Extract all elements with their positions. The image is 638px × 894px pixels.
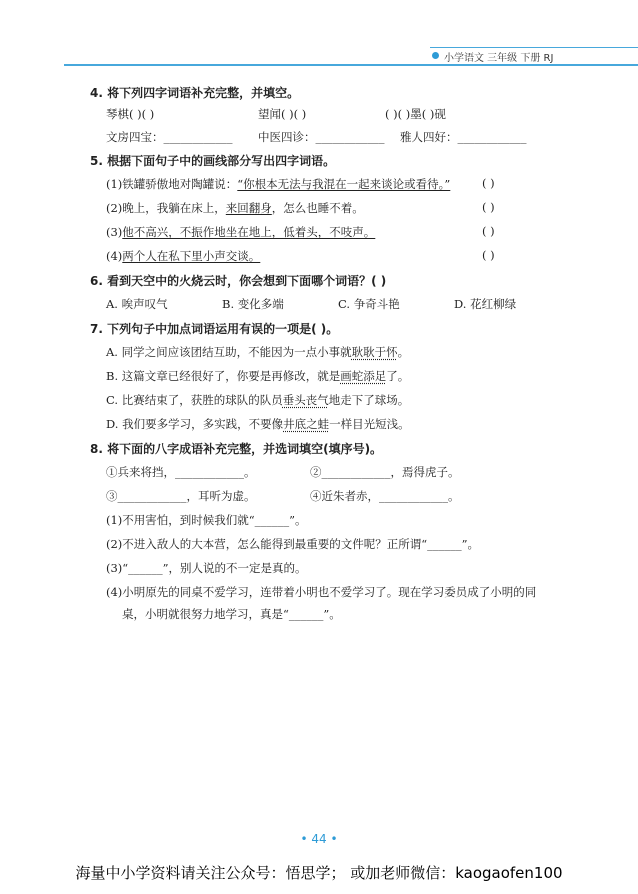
- header-text: 小学语文 三年级 下册 RJ: [444, 53, 554, 64]
- q8-item: 桌，小明就很努力地学习，真是“______”。: [122, 607, 341, 621]
- q8-item: (4)小明原先的同桌不爱学习，连带着小明也不爱学习了。现在学习委员成了小明的同: [106, 585, 537, 599]
- answer-bracket: ( ): [482, 176, 495, 190]
- item-text: D. 我们要多学习，多实践，不要像: [106, 417, 284, 431]
- q4-fill: 雅人四好：____________: [400, 130, 527, 144]
- q7-title: 7. 下列句子中加点词语运用有误的一项是( )。: [90, 322, 339, 336]
- q7-option: [106, 392, 409, 408]
- answer-bracket: ( ): [482, 248, 495, 262]
- q4-blank: 望闻( )( ): [258, 107, 307, 121]
- footer-note: 海量中小学资料请关注公众号：悟思学； 或加老师微信：kaogaofen100: [75, 864, 563, 882]
- item-text: (3): [106, 225, 123, 239]
- q6-option: B. 变化多端: [222, 297, 284, 311]
- q7-option: [106, 344, 409, 360]
- q8-idiom: ①兵来将挡，____________。: [106, 465, 256, 479]
- item-text: (4): [106, 249, 123, 263]
- underlined-text: “你根本无法与我混在一起来谈论或看待。”: [237, 177, 451, 191]
- dotted-word: 耿耿于怀: [351, 345, 398, 359]
- item-text: C. 比赛结束了，获胜的球队的队员: [106, 393, 283, 407]
- underlined-text: 来回翻身: [225, 201, 272, 215]
- page-header: [430, 48, 638, 64]
- q8-item: (2)不进入敌人的大本营，怎么能得到最重要的文件呢？正所谓“______”。: [106, 537, 480, 551]
- q6-title: 6. 看到天空中的火烧云时，你会想到下面哪个词语？( ): [90, 274, 387, 288]
- item-text: 。: [397, 345, 410, 359]
- q5-item: [106, 248, 260, 264]
- bullet-icon: [432, 52, 439, 59]
- underlined-text: 两个人在私下里小声交谈。: [122, 249, 261, 263]
- q4-fill: 文房四宝：____________: [106, 130, 233, 144]
- item-text: (1)铁罐骄傲地对陶罐说：: [106, 177, 238, 191]
- item-text: 了。: [386, 369, 410, 383]
- q4-blank: 琴棋( )( ): [106, 107, 155, 121]
- q4-fill: 中医四诊：____________: [258, 130, 385, 144]
- header-rule: [64, 64, 638, 66]
- dotted-word: 画蛇添足: [340, 369, 387, 383]
- item-text: 地走下了球场。: [328, 393, 410, 407]
- page-number: • 44 •: [300, 832, 338, 846]
- q8-item: (3)“______”，别人说的不一定是真的。: [106, 561, 307, 575]
- q8-idiom: ③____________，耳听为虚。: [106, 489, 256, 503]
- underlined-text: 他不高兴，不振作地坐在地上，低着头，不吱声。: [122, 225, 376, 239]
- q7-option: [106, 416, 410, 432]
- item-text: ，怎么也睡不着。: [271, 201, 364, 215]
- dotted-word: 井底之蛙: [283, 417, 330, 431]
- q8-idiom: ②____________，焉得虎子。: [310, 465, 460, 479]
- item-text: (2)晚上，我躺在床上，: [106, 201, 226, 215]
- q6-option: D. 花红柳绿: [454, 297, 517, 311]
- q5-item: [106, 200, 364, 216]
- dotted-word: 垂头丧气: [282, 393, 329, 407]
- q5-title: 5. 根据下面句子中的画线部分写出四字词语。: [90, 154, 336, 168]
- q6-option: A. 唉声叹气: [106, 297, 168, 311]
- q8-item: (1)不用害怕，到时候我们就“______”。: [106, 513, 307, 527]
- q4-title: 4. 将下列四字词语补充完整，并填空。: [90, 86, 300, 100]
- q7-option: [106, 368, 409, 384]
- item-text: B. 这篇文章已经很好了，你要是再修改，就是: [106, 369, 341, 383]
- q6-option: C. 争奇斗艳: [338, 297, 400, 311]
- item-text: A. 同学之间应该团结互助，不能因为一点小事就: [106, 345, 352, 359]
- q5-item: [106, 224, 375, 240]
- item-text: 一样目光短浅。: [329, 417, 410, 431]
- answer-bracket: ( ): [482, 200, 495, 214]
- q4-blank: ( )( )墨( )砚: [385, 107, 446, 121]
- answer-bracket: ( ): [482, 224, 495, 238]
- q8-title: 8. 将下面的八字成语补充完整，并选词填空(填序号)。: [90, 442, 383, 456]
- q8-idiom: ④近朱者赤，____________。: [310, 489, 460, 503]
- q5-item: [106, 176, 450, 192]
